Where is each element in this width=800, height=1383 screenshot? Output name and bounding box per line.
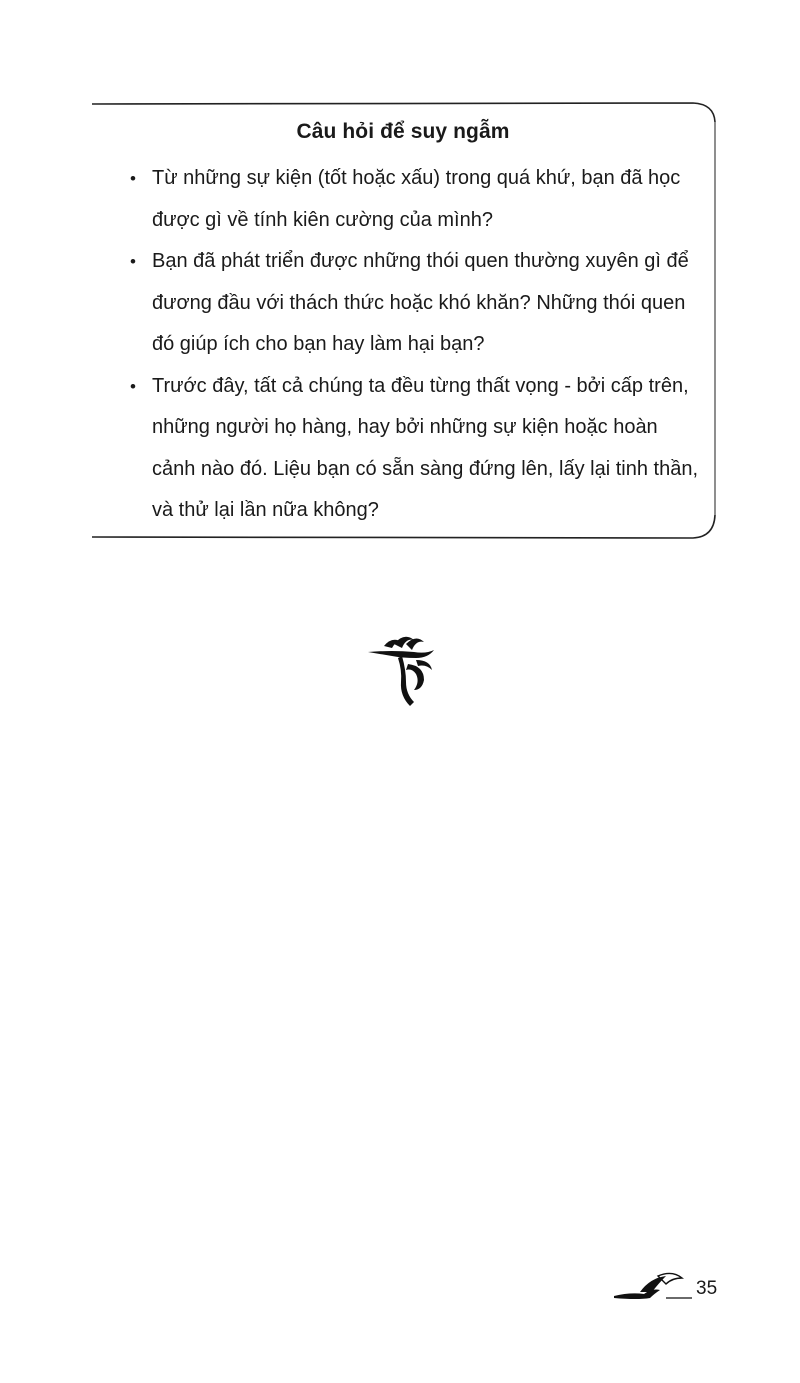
flying-bird-icon: [610, 1268, 696, 1308]
bullet: •: [130, 169, 136, 188]
reflection-box-title: Câu hỏi để suy ngẫm: [296, 120, 510, 143]
list-item: [130, 241, 700, 366]
bullet: •: [130, 252, 136, 271]
page-number: 35: [696, 1278, 718, 1299]
bullet: •: [130, 376, 136, 396]
question-text: Bạn đã phát triển được những thói quen thường xuyên gì để đương đầu với thách thức hoặc khó khăn? Những thói quen đó giúp ích cho bạn hay làm hại bạn?: [152, 250, 689, 355]
list-item: [130, 158, 700, 241]
list-item: [130, 366, 700, 532]
leaf-flourish-icon: [362, 630, 442, 708]
reflection-box: [88, 100, 718, 540]
question-text: Từ những sự kiện (tốt hoặc xấu) trong quá khứ, bạn đã học được gì về tính kiên cường của mình?: [152, 167, 681, 231]
page-footer: [610, 1268, 730, 1308]
reflection-questions-list: [130, 158, 700, 532]
question-text: Trước đây, tất cả chúng ta đều từng thất vọng - bởi cấp trên, những người họ hàng, hay bởi những sự kiện hoặc hoàn cảnh nào đó. Liệu bạn có sẵn sàng đứng lên, lấy lại tinh thần, và thử lại lần nữa không?: [152, 374, 699, 521]
